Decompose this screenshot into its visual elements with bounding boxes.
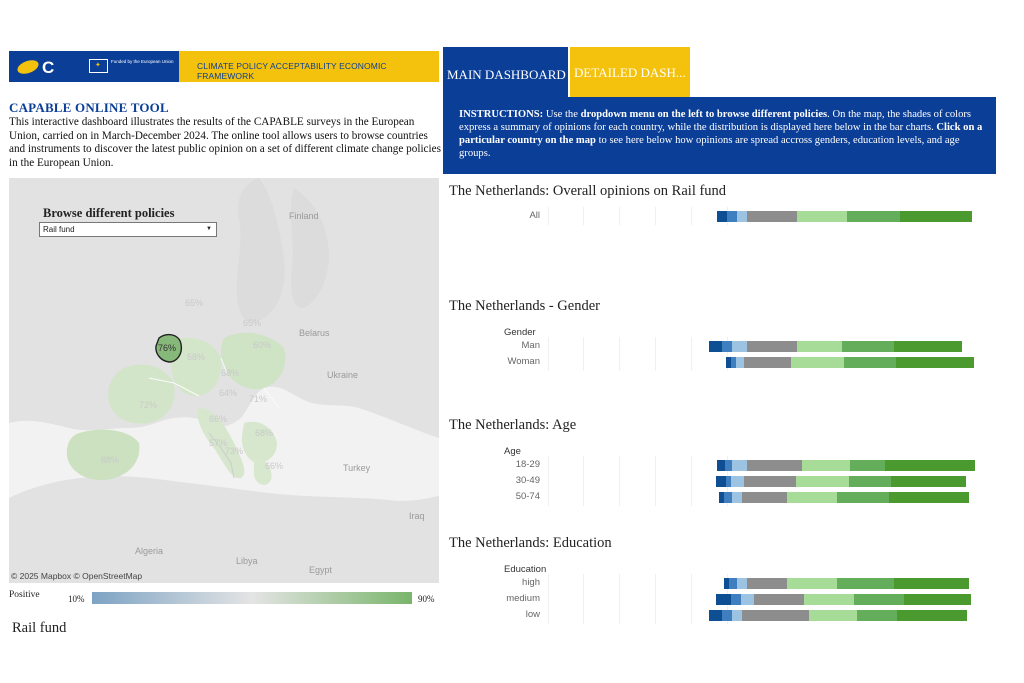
chart-title: The Netherlands: Education [449, 535, 612, 551]
bar-segment[interactable] [885, 460, 975, 471]
bar-segment[interactable] [897, 610, 967, 621]
map-label-belarus: Belarus [299, 328, 330, 338]
bar-segment[interactable] [709, 610, 722, 621]
legend-min: 10% [68, 594, 85, 604]
map-pct: 58% [187, 352, 206, 362]
chart-row-label: low [525, 609, 540, 620]
bar-segment[interactable] [894, 578, 969, 589]
chart-gridline [655, 456, 656, 506]
instructions-text-1: Use the [543, 109, 581, 120]
policy-dropdown[interactable] [39, 222, 217, 237]
stacked-bar[interactable] [724, 578, 969, 589]
bar-segment[interactable] [857, 610, 897, 621]
bar-segment[interactable] [727, 211, 737, 222]
stacked-bar[interactable] [716, 594, 971, 605]
chart-title: The Netherlands - Gender [449, 298, 600, 314]
map-pct: 68% [221, 368, 240, 378]
bar-segment[interactable] [904, 594, 972, 605]
chart-gridline [548, 337, 549, 371]
bar-segment[interactable] [744, 476, 797, 487]
bar-segment[interactable] [837, 578, 895, 589]
bar-segment[interactable] [791, 357, 844, 368]
instructions-text-2: . On the map, the shades of colors express a summary of opinions for each country, while the distribution is displayed here below in the bar charts. [459, 109, 972, 133]
bar-segment[interactable] [736, 357, 744, 368]
chart-row-label: Woman [507, 356, 540, 367]
chart-gridline [583, 337, 584, 371]
bar-segment[interactable] [809, 610, 857, 621]
map-pct: 72% [139, 400, 158, 410]
instructions-lead: INSTRUCTIONS: [459, 109, 544, 120]
map-pct: 64% [219, 388, 238, 398]
map-label-finland: Finland [289, 211, 319, 221]
tab-main-dashboard[interactable]: MAIN DASHBOARD [443, 47, 568, 97]
bar-segment[interactable] [842, 341, 895, 352]
chart-gridline [583, 207, 584, 225]
bar-segment[interactable] [737, 578, 747, 589]
bar-segment[interactable] [716, 476, 726, 487]
stacked-bar[interactable] [726, 357, 974, 368]
bar-segment[interactable] [717, 211, 727, 222]
banner-title: CLIMATE POLICY ACCEPTABILITY ECONOMIC FRAMEWORK [197, 61, 387, 81]
bar-segment[interactable] [724, 492, 732, 503]
bar-segment[interactable] [742, 492, 787, 503]
bar-segment[interactable] [747, 578, 787, 589]
bar-segment[interactable] [891, 476, 966, 487]
bar-segment[interactable] [889, 492, 969, 503]
map-pct-netherlands[interactable]: 76% [158, 343, 177, 353]
chart-gridline [619, 456, 620, 506]
chart-gridline [548, 207, 549, 225]
chart-gridline [548, 574, 549, 624]
chart-gridline [619, 207, 620, 225]
map-pct: 65% [185, 298, 204, 308]
map-pct: 71% [249, 394, 268, 404]
chevron-down-icon: ▼ [206, 226, 212, 232]
map-label-turkey: Turkey [343, 463, 371, 473]
policy-name: Rail fund [12, 620, 67, 636]
stacked-bar[interactable] [717, 460, 975, 471]
chart-gridline [548, 456, 549, 506]
chart-gridline [691, 207, 692, 225]
bar-segment[interactable] [725, 460, 733, 471]
bar-segment[interactable] [741, 594, 754, 605]
map-pct: 65% [243, 318, 262, 328]
map-pct: 68% [255, 428, 274, 438]
map-pct: 57% [209, 438, 228, 448]
bar-segment[interactable] [787, 492, 837, 503]
stacked-bar[interactable] [716, 476, 966, 487]
bar-segment[interactable] [732, 492, 742, 503]
stacked-bar[interactable] [709, 610, 967, 621]
bar-segment[interactable] [747, 211, 797, 222]
chart-gridline [691, 574, 692, 624]
bar-segment[interactable] [850, 460, 885, 471]
bar-segment[interactable] [900, 211, 973, 222]
policy-dropdown-value: Rail fund [43, 225, 75, 234]
chart-gridline [691, 456, 692, 506]
browse-policies-label: Browse different policies [43, 206, 175, 220]
bar-segment[interactable] [802, 460, 850, 471]
tab-detailed-dashboard[interactable]: DETAILED DASH... [570, 47, 690, 97]
bar-segment[interactable] [716, 594, 731, 605]
bar-segment[interactable] [896, 357, 974, 368]
logo-letter: C [42, 58, 55, 77]
bar-segment[interactable] [797, 341, 842, 352]
chart-gridline [655, 574, 656, 624]
bar-segment[interactable] [732, 341, 747, 352]
instructions-bold-1: dropdown menu on the left to browse different policies [580, 109, 828, 120]
map-pct: 66% [265, 461, 284, 471]
bar-segment[interactable] [844, 357, 897, 368]
bar-segment[interactable] [729, 578, 737, 589]
chart-subtitle: Age [504, 446, 521, 457]
chart-gridline [619, 574, 620, 624]
bar-segment[interactable] [894, 341, 962, 352]
bar-segment[interactable] [747, 341, 797, 352]
stacked-bar[interactable] [717, 211, 972, 222]
map-pct: 88% [101, 455, 120, 465]
legend-gradient-bar [92, 592, 412, 604]
chart-row-label: high [522, 577, 540, 588]
instructions-text-3: to see here below how opinions are spread accross genders, education levels, and age groups. [459, 135, 960, 159]
bar-segment[interactable] [837, 492, 890, 503]
bar-segment[interactable] [737, 211, 747, 222]
chart-title: The Netherlands: Age [449, 417, 577, 433]
bar-segment[interactable] [747, 460, 802, 471]
bar-segment[interactable] [804, 594, 854, 605]
map-label-iraq: Iraq [409, 511, 425, 521]
stacked-bar[interactable] [719, 492, 969, 503]
map-label-ukraine: Ukraine [327, 370, 359, 380]
instructions-panel [443, 97, 996, 174]
map-label-algeria: Algeria [135, 546, 164, 556]
legend-max: 90% [418, 594, 435, 604]
bar-segment[interactable] [797, 211, 847, 222]
bar-segment[interactable] [722, 610, 732, 621]
map-pct: 60% [253, 340, 272, 350]
eu-funding-badge [89, 58, 179, 76]
map-canvas [9, 178, 439, 583]
bar-segment[interactable] [709, 341, 722, 352]
chart-gridline [655, 207, 656, 225]
chart-title: The Netherlands: Overall opinions on Rail fund [449, 183, 727, 199]
bar-segment[interactable] [717, 460, 725, 471]
eu-flag-icon: ✦ [89, 59, 108, 73]
bar-segment[interactable] [731, 476, 744, 487]
capable-logo-icon [15, 57, 61, 77]
bar-segment[interactable] [732, 610, 742, 621]
chart-gridline [655, 337, 656, 371]
chart-row-label: Man [521, 340, 540, 351]
bar-segment[interactable] [754, 594, 804, 605]
bar-segment[interactable] [722, 341, 732, 352]
europe-map[interactable] [9, 178, 439, 583]
instructions-bold-2: Click on a particular country on the map [459, 122, 983, 146]
map-attribution[interactable]: © 2025 Mapbox © OpenStreetMap [11, 571, 143, 581]
bar-segment[interactable] [744, 357, 792, 368]
bar-segment[interactable] [847, 211, 900, 222]
tool-title: CAPABLE ONLINE TOOL [9, 100, 169, 115]
chart-gridline [691, 337, 692, 371]
chart-gridline [619, 337, 620, 371]
stacked-bar[interactable] [709, 341, 962, 352]
bar-segment[interactable] [787, 578, 837, 589]
eu-funding-text: Funded by the European Union [111, 59, 174, 64]
chart-row-label: 30-49 [515, 475, 540, 486]
map-label-libya: Libya [236, 556, 258, 566]
map-pct: 73% [225, 446, 244, 456]
bar-segment[interactable] [742, 610, 810, 621]
chart-row-label: 18-29 [515, 459, 540, 470]
chart-row-label: All [529, 210, 540, 221]
tool-description: This interactive dashboard illustrates the results of the CAPABLE surveys in the European Union, carried on in March-December 2024. The online tool allows users to browse countries and instruments to discover the latest public opinion on a set of different climate change policies in the European Union. [9, 116, 441, 169]
bar-segment[interactable] [731, 594, 741, 605]
header-banner [9, 51, 439, 82]
legend-title: Positive [9, 590, 40, 600]
bar-segment[interactable] [796, 476, 849, 487]
chart-row-label: medium [506, 593, 540, 604]
bar-segment[interactable] [854, 594, 904, 605]
bar-segment[interactable] [732, 460, 747, 471]
chart-row-label: 50-74 [515, 491, 540, 502]
map-label-egypt: Egypt [309, 565, 333, 575]
bar-segment[interactable] [849, 476, 892, 487]
chart-subtitle: Education [504, 564, 547, 575]
map-pct: 66% [209, 414, 228, 424]
chart-gridline [583, 456, 584, 506]
chart-subtitle: Gender [504, 327, 536, 338]
chart-gridline [583, 574, 584, 624]
